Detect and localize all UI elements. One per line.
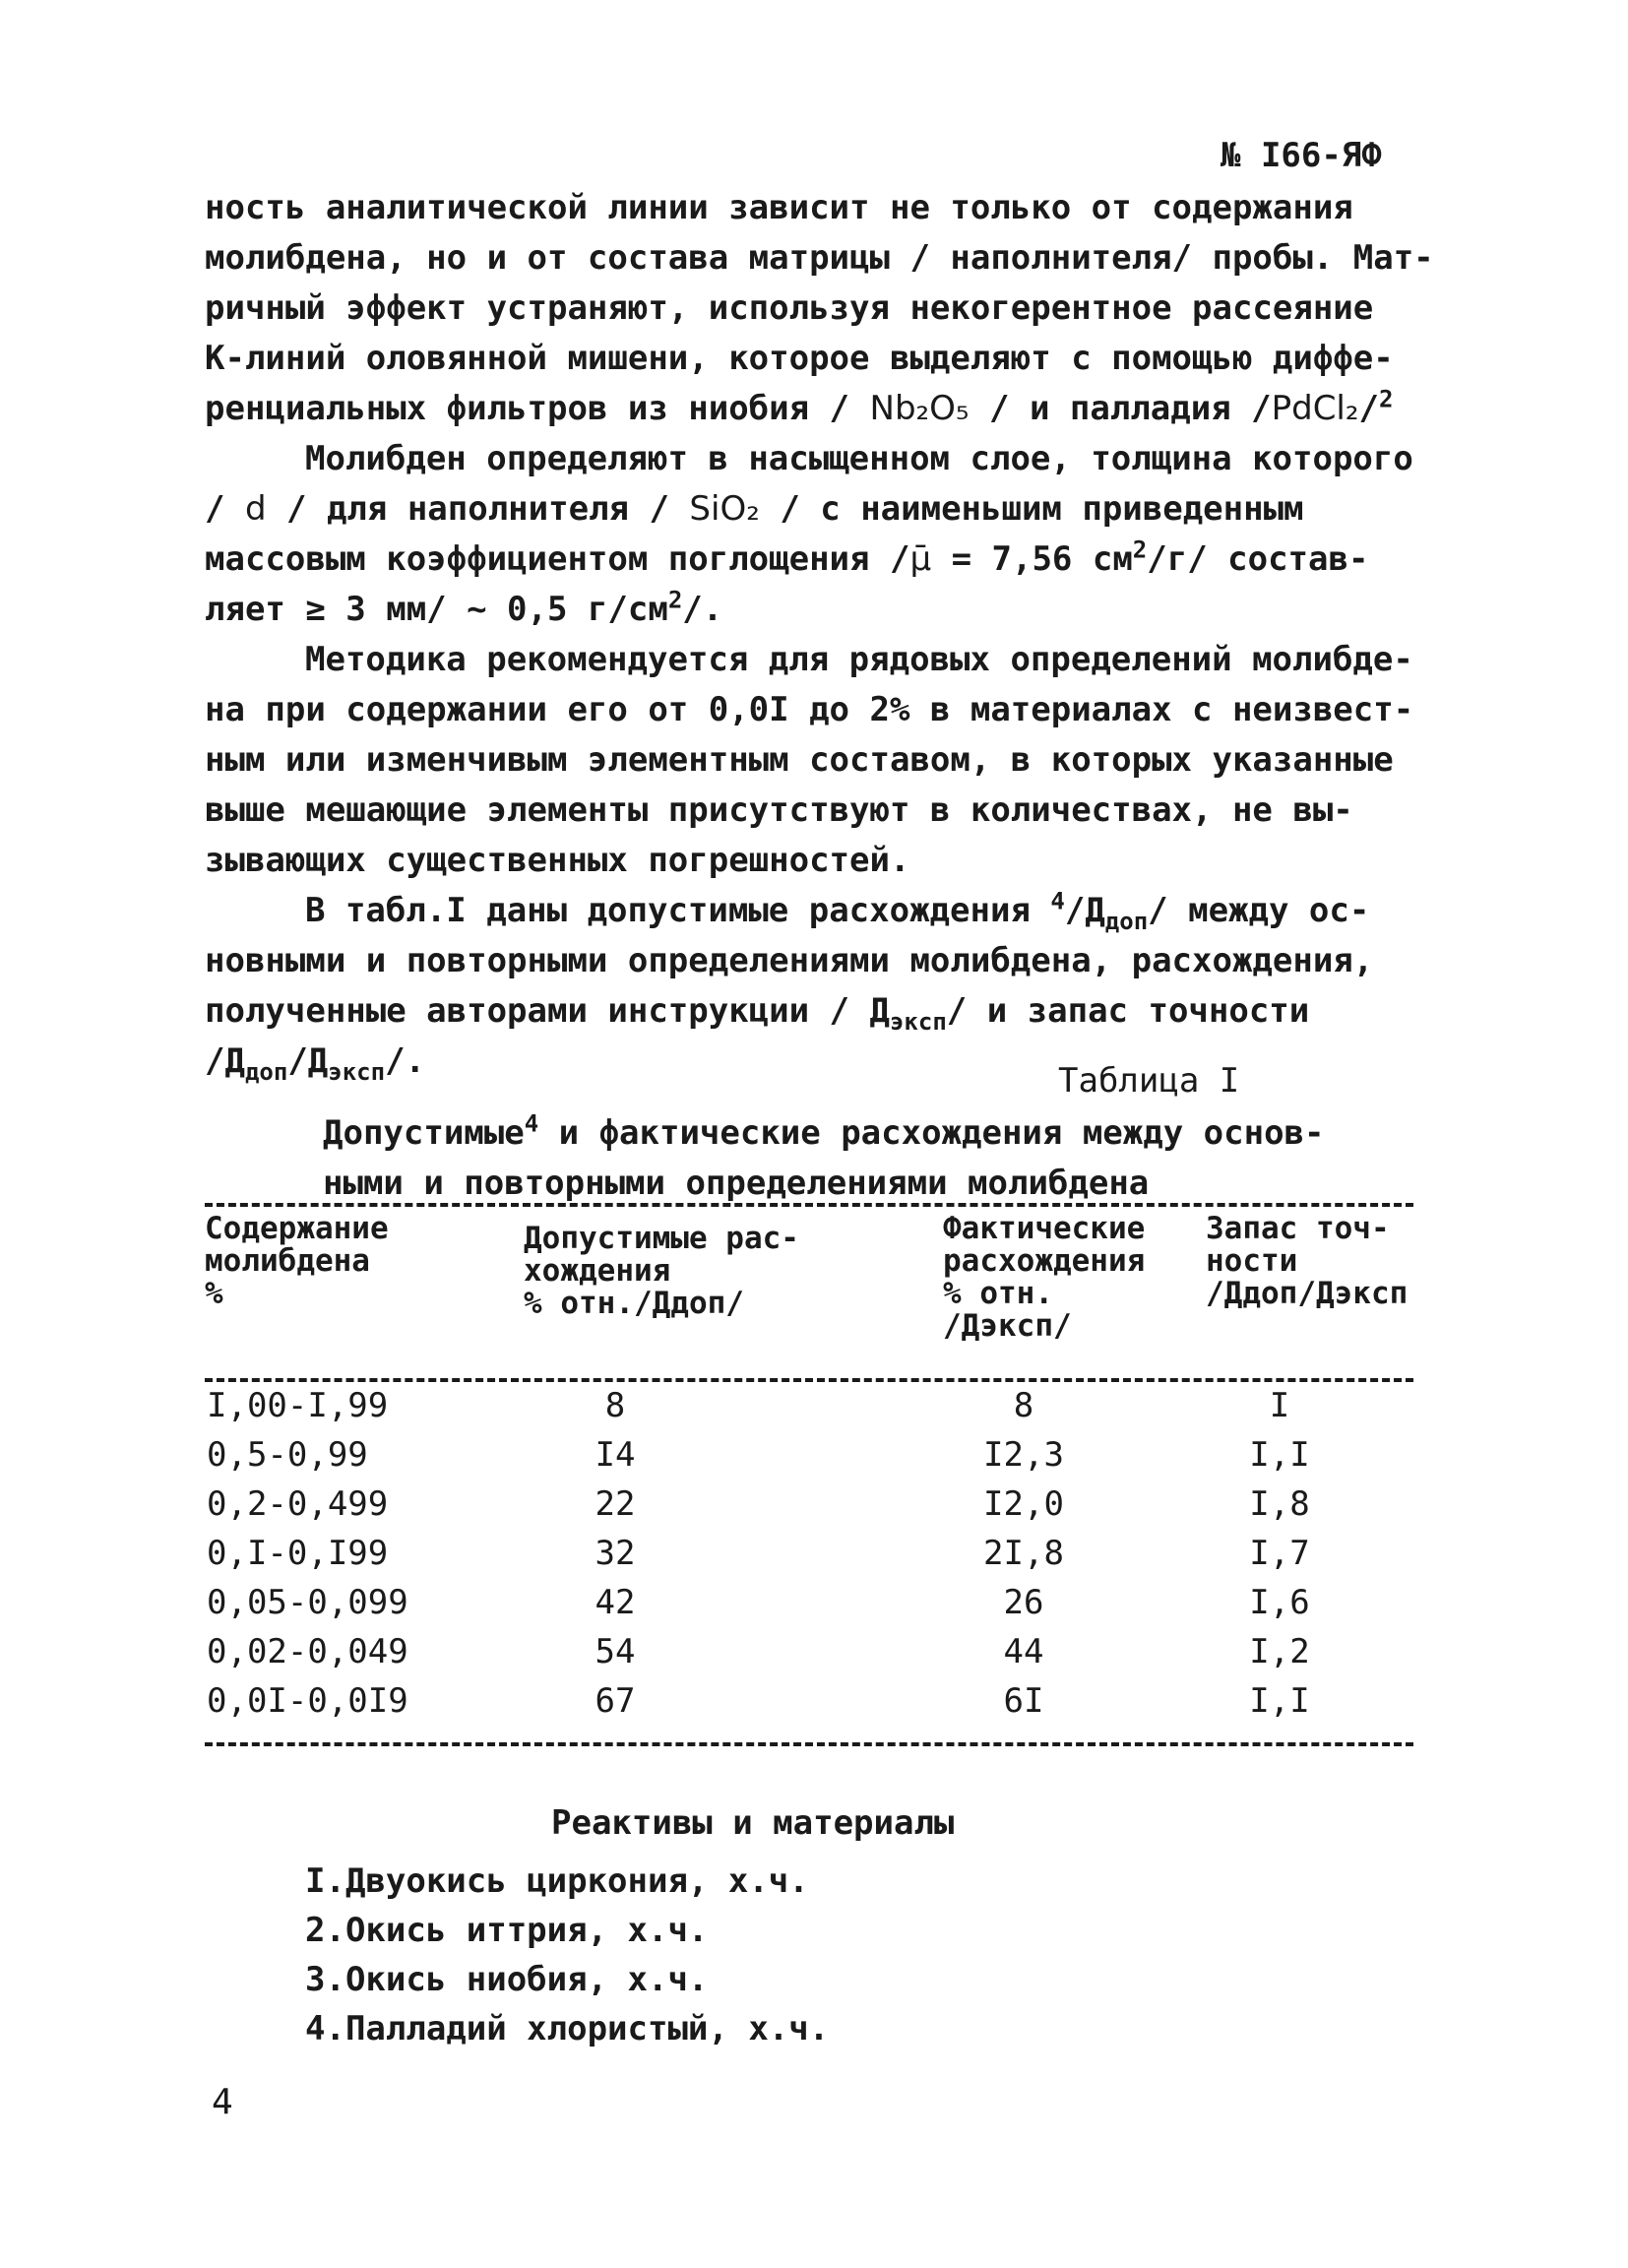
text-segment: полученные авторами инструкции / Д bbox=[205, 991, 890, 1031]
text-line: выше мешающие элементы присутствуют в количествах, не вы- bbox=[205, 790, 1353, 830]
cell-allowed: 32 bbox=[595, 1534, 636, 1573]
text-segment: и фактические расхождения между основ- bbox=[538, 1113, 1325, 1153]
text-segment: Допустимые bbox=[323, 1113, 525, 1153]
table-label: Таблица I bbox=[1058, 1061, 1240, 1101]
cell-allowed: 8 bbox=[604, 1386, 626, 1425]
text-line bbox=[205, 1037, 1435, 1087]
cell-actual: 6I bbox=[1003, 1681, 1044, 1721]
text-line: ричный эффект устраняют, используя некогерентное рассеяние bbox=[205, 288, 1374, 328]
text-segment: /. bbox=[385, 1041, 426, 1081]
superscript: 2 bbox=[1132, 536, 1148, 564]
text-segment: /Д bbox=[205, 1041, 245, 1081]
text-segment: /Д bbox=[1064, 891, 1105, 930]
table-row bbox=[0, 1386, 1628, 1435]
paragraph-2 bbox=[205, 434, 1435, 635]
cell-content: 0,0I-0,0I9 bbox=[207, 1681, 408, 1721]
thickness-symbol: d bbox=[244, 489, 267, 529]
table-rule-bottom bbox=[205, 1742, 1413, 1746]
cell-margin: I,7 bbox=[1249, 1534, 1310, 1573]
text-segment: массовым коэффициентом поглощения / bbox=[205, 539, 910, 579]
cell-actual: I2,3 bbox=[983, 1435, 1064, 1475]
text-segment: / для наполнителя / bbox=[266, 489, 690, 529]
table-row bbox=[0, 1435, 1628, 1484]
header-content: Содержание молибдена % bbox=[205, 1211, 389, 1311]
cell-allowed: 22 bbox=[595, 1484, 636, 1524]
sio2-formula: SiO₂ bbox=[689, 489, 760, 529]
subscript: эксп bbox=[328, 1057, 386, 1086]
subscript: доп bbox=[1104, 907, 1149, 935]
paragraph-3 bbox=[205, 635, 1435, 886]
reagents-heading: Реактивы и материалы bbox=[551, 1803, 955, 1843]
cell-allowed: 54 bbox=[595, 1632, 636, 1671]
cell-actual: I2,0 bbox=[983, 1484, 1064, 1524]
text-line bbox=[205, 886, 1435, 936]
table-row bbox=[0, 1681, 1628, 1731]
text-segment: / между ос- bbox=[1148, 891, 1370, 930]
text-line bbox=[205, 384, 1435, 434]
table-title-line bbox=[323, 1108, 1406, 1159]
list-item: 4.Палладий хлористый, х.ч. bbox=[305, 2009, 830, 2048]
pdcl2-formula: PdCl₂ bbox=[1271, 389, 1359, 428]
text-line: Методика рекомендуется для рядовых определений молибде- bbox=[305, 640, 1413, 679]
document-number: № I66-ЯФ bbox=[1221, 136, 1382, 175]
cell-content: 0,5-0,99 bbox=[207, 1435, 368, 1475]
nb2o5-formula: Nb₂O₅ bbox=[869, 389, 970, 428]
mu-symbol: μ̄ bbox=[909, 539, 932, 579]
list-item: 3.Окись ниобия, х.ч. bbox=[305, 1960, 709, 1999]
cell-margin: I,8 bbox=[1249, 1484, 1310, 1524]
text-line bbox=[205, 484, 1435, 535]
cell-content: 0,2-0,499 bbox=[207, 1484, 389, 1524]
cell-allowed: I4 bbox=[595, 1435, 636, 1475]
table-rule-header bbox=[205, 1378, 1413, 1382]
text-line: К-линий оловянной мишени, которое выделяют с помощью диффе- bbox=[205, 339, 1394, 378]
list-item: 2.Окись иттрия, х.ч. bbox=[305, 1911, 709, 1950]
cell-allowed: 42 bbox=[595, 1583, 636, 1622]
reference-number: 4 bbox=[1050, 887, 1065, 915]
table-title-line: ными и повторными определениями молибдена bbox=[323, 1164, 1150, 1203]
cell-allowed: 67 bbox=[595, 1681, 636, 1721]
cell-content: 0,02-0,049 bbox=[207, 1632, 408, 1671]
page-number: 4 bbox=[212, 2082, 233, 2122]
cell-margin: I,2 bbox=[1249, 1632, 1310, 1671]
cell-margin: I,6 bbox=[1249, 1583, 1310, 1622]
text-line: молибдена, но и от состава матрицы / наполнителя/ пробы. Мат- bbox=[205, 238, 1434, 278]
text-segment: /Д bbox=[287, 1041, 329, 1081]
text-line: новными и повторными определениями молибдена, расхождения, bbox=[205, 941, 1374, 980]
reference-number: 2 bbox=[1379, 385, 1394, 413]
table-title bbox=[323, 1108, 1406, 1209]
table-row bbox=[0, 1534, 1628, 1583]
text-segment: /. bbox=[682, 590, 723, 629]
text-segment: / bbox=[1358, 389, 1379, 428]
text-segment: ренциальных фильтров из ниобия / bbox=[205, 389, 870, 428]
paragraph-1 bbox=[205, 183, 1435, 434]
header-margin: Запас точ- ности /Ддоп/Дэксп bbox=[1206, 1211, 1409, 1311]
superscript: 2 bbox=[667, 586, 683, 614]
text-line: на при содержании его от 0,0I до 2% в материалах с неизвест- bbox=[205, 690, 1414, 729]
text-line: Молибден определяют в насыщенном слое, толщина которого bbox=[305, 439, 1413, 478]
text-segment: / и палладия / bbox=[969, 389, 1272, 428]
text-line bbox=[205, 585, 1435, 635]
cell-margin: I,I bbox=[1249, 1435, 1310, 1475]
table-rule-top bbox=[205, 1203, 1413, 1207]
text-line: ным или изменчивым элементным составом, в которых указанные bbox=[205, 740, 1394, 780]
cell-actual: 26 bbox=[1003, 1583, 1044, 1622]
cell-margin: I bbox=[1269, 1386, 1290, 1425]
cell-content: I,00-I,99 bbox=[207, 1386, 389, 1425]
reagents-list bbox=[305, 1857, 829, 2053]
paragraph-4 bbox=[205, 886, 1435, 1087]
cell-actual: 2I,8 bbox=[983, 1534, 1064, 1573]
text-segment: ляет ≥ 3 мм/ ~ 0,5 г/см bbox=[205, 590, 668, 629]
cell-margin: I,I bbox=[1249, 1681, 1310, 1721]
cell-actual: 44 bbox=[1003, 1632, 1044, 1671]
cell-content: 0,05-0,099 bbox=[207, 1583, 408, 1622]
list-item: I.Двуокись циркония, х.ч. bbox=[305, 1861, 809, 1901]
text-line bbox=[205, 986, 1435, 1037]
text-line bbox=[205, 535, 1435, 585]
text-segment: / и запас точности bbox=[946, 991, 1310, 1031]
cell-content: 0,I-0,I99 bbox=[207, 1534, 389, 1573]
cell-actual: 8 bbox=[1013, 1386, 1034, 1425]
header-allowed: Допустимые рас- хождения % отн./Ддоп/ bbox=[524, 1221, 799, 1321]
text-segment: / с наименьшим приведенным bbox=[759, 489, 1304, 529]
text-segment: = 7,56 см bbox=[931, 539, 1133, 579]
header-actual: Фактические расхождения % отн. /Дэксп/ bbox=[943, 1211, 1146, 1344]
text-segment: / bbox=[205, 489, 245, 529]
text-line: ность аналитической линии зависит не только от содержания bbox=[205, 188, 1353, 227]
table-row bbox=[0, 1632, 1628, 1681]
table-row bbox=[0, 1484, 1628, 1534]
reference-number: 4 bbox=[524, 1109, 539, 1138]
text-segment: В табл.I даны допустимые расхождения bbox=[305, 891, 1051, 930]
text-line: зывающих существенных погрешностей. bbox=[205, 841, 910, 880]
subscript: доп bbox=[244, 1057, 288, 1086]
text-segment: /г/ состав- bbox=[1147, 539, 1369, 579]
table-row bbox=[0, 1583, 1628, 1632]
subscript: эксп bbox=[889, 1007, 947, 1036]
